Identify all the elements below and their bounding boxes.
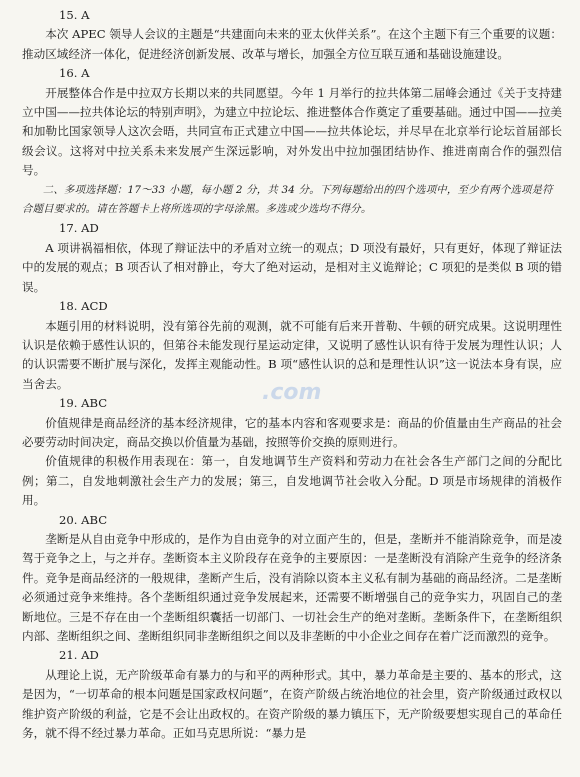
- q17-number: 17. AD: [59, 221, 99, 236]
- q18-number: 18. ACD: [59, 299, 108, 314]
- q15-number: 15. A: [59, 8, 90, 22]
- watermark: .com: [262, 380, 322, 405]
- q20-number: 20. ABC: [59, 512, 108, 527]
- q21-number: 21. AD: [59, 648, 99, 663]
- q19-explanation-1: 价值规律是商品经济的基本经济规律，它的基本内容和客观要求是：商品的价值量由生产商品的社会必要劳动时间决定，商品交换以价值量为基础，按照等价交换的原则进行。: [22, 415, 562, 449]
- q19-explanation-2: 价值规律的积极作用表现在：第一，自发地调节生产资料和劳动力在社会各生产部门之间的分配比例；第二，自发地刺激社会生产力的发展；第三，自发地调节社会收入分配。D 项是市场规律的消极作用。: [22, 454, 562, 508]
- q17-explanation: A 项讲祸福相依，体现了辩证法中的矛盾对立统一的观点；D 项没有最好，只有更好，体现了辩证法中的发展的观点；B 项否认了相对静止，夸大了绝对运动，是相对主义诡辩论；C 项犯的是类似 B 项的错误。: [22, 240, 562, 294]
- q15-explanation: 本次 APEC 领导人会议的主题是“共建面向未来的亚太伙伴关系”。在这个主题下有三个重要的议题：推动区域经济一体化，促进经济创新发展、改革与增长，加强全方位互联互通和基础设施建设。: [22, 27, 562, 61]
- q18-explanation: 本题引用的材料说明，没有第谷先前的观测，就不可能有后来开普勒、牛顿的研究成果。这说明理性认识是依赖于感性认识的，但第谷未能发现行星运动定律，又说明了感性认识有待于发展为理性认识；人的认识需要不断扩展与深化，发挥主观能动性。B 项“感性认识的总和是理性认识”这一说法本身有误，应当舍去。: [22, 318, 562, 391]
- section-2-instructions: 二、多项选择题：17～33 小题，每小题 2 分，共 34 分。下列每题给出的四个选项中，至少有两个选项是符合题目要求的。请在答题卡上将所选项的字母涂黑。多选或少选均不得分。: [22, 183, 553, 216]
- q16-number: 16. A: [59, 66, 90, 81]
- q21-explanation: 从理论上说，无产阶级革命有暴力的与和平的两种形式。其中，暴力革命是主要的、基本的形式，这是因为，“一切革命的根本问题是国家政权问题”，在资产阶级占统治地位的社会里，资产阶级通过政权以维护资产阶级的利益，它是不会让出政权的。在资产阶级的暴力镇压下，无产阶级要想实现自己的革命任务，就不得不经过暴力革命。正如马克思所说：“暴力是: [22, 667, 562, 741]
- answer-page: [22, 6, 562, 743]
- q19-number: 19. ABC: [59, 396, 108, 411]
- q16-explanation: 开展整体合作是中拉双方长期以来的共同愿望。今年 1 月举行的拉共体第二届峰会通过《关于支持建立中国——拉共体论坛的特别声明》，为建立中拉论坛、推进整体合作奠定了重要基础。通过中国——拉美和加勒比国家领导人这次会晤，共同宣布正式建立中国——拉共体论坛，并尽早在北京举行论坛首届部长级会议。这将对中拉关系未来发展产生深远影响，对外发出中拉加强团结协作、推进南南合作的强烈信号。: [22, 85, 562, 178]
- q20-explanation: 垄断是从自由竞争中形成的，是作为自由竞争的对立面产生的，但是，垄断并不能消除竞争，而是凌驾于竞争之上，与之并存。垄断资本主义阶段存在竞争的主要原因：一是垄断没有消除产生竞争的经济条件。竞争是商品经济的一般规律，垄断产生后，没有消除以资本主义私有制为基础的商品经济。二是垄断必须通过竞争来维持。各个垄断组织通过竞争发展起来，还需要不断增强自己的竞争实力，巩固自己的垄断地位。三是不存在由一个垄断组织囊括一切部门、一切社会生产的绝对垄断。垄断条件下，在垄断组织内部、垄断组织之间、垄断组织同非垄断组织之间以及非垄断的中小企业之间存在着广泛而激烈的竞争。: [22, 531, 562, 643]
